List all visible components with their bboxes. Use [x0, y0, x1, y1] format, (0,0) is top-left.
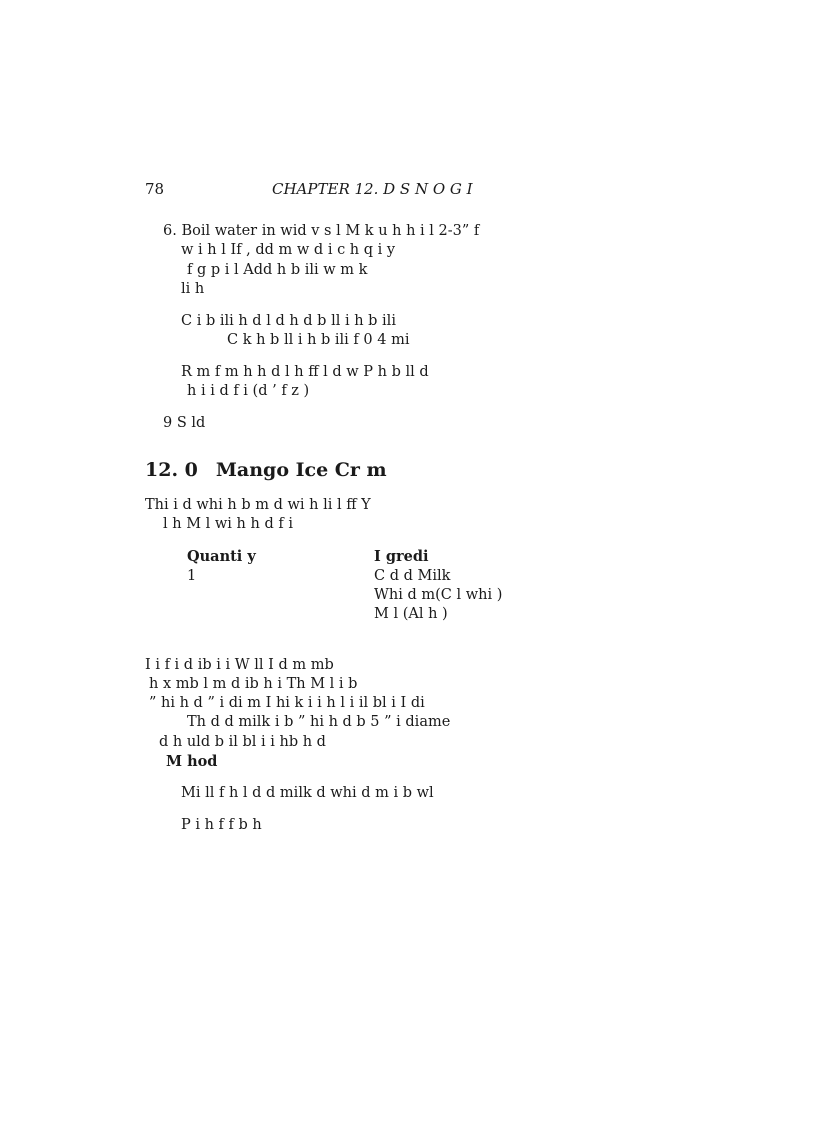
step-line: C i b ili h d l d h d b ll i h b ili	[181, 313, 396, 329]
section-title	[145, 459, 387, 481]
paragraph-line: I i f i d ib i i W ll I d m mb	[145, 657, 334, 673]
table-cell-quantity: 1	[187, 568, 197, 584]
table-header-ingredient: I gredi	[374, 548, 429, 565]
paragraph-line: d h uld b il bl i i hb h d	[159, 734, 326, 750]
paragraph-line: Th d d milk i b ” hi h d b 5 ” i diame	[187, 714, 451, 730]
paragraph-line: ” hi h d ” i di m I hi k i i h l i il bl i I di	[149, 695, 425, 711]
section-title-text: Mango Ice Cr m	[215, 459, 387, 481]
step-line: f g p i l Add h b ili w m k	[187, 262, 368, 278]
step-line: R m f m h h d l h ff l d w P h b ll d	[181, 364, 429, 380]
method-step: Mi ll f h l d d milk d whi d m i b wl	[181, 785, 434, 801]
step-line: 6. Boil water in wid v s l M k u h h i l 2-3” f	[163, 223, 480, 239]
section-number: 12. 0	[145, 459, 198, 481]
method-heading: M hod	[166, 753, 218, 770]
table-cell-ingredient: Whi d m(C l whi )	[374, 587, 503, 603]
step-line: C k h b ll i h b ili f 0 4 mi	[227, 332, 410, 348]
method-step: P i h f f b h	[181, 817, 262, 833]
step-line: h i i d f i (d ’ f z )	[187, 383, 310, 399]
paragraph-line: h x mb l m d ib h i Th M l i b	[149, 676, 358, 692]
page-number: 78	[145, 180, 165, 198]
step-line: 9 S ld	[163, 415, 206, 431]
step-line: w i h l If , dd m w d i c h q i y	[181, 242, 396, 258]
table-cell-ingredient: C d d Milk	[374, 568, 451, 584]
paragraph-line: l h M l wi h h d f i	[163, 516, 293, 532]
table-header-quantity: Quanti y	[187, 548, 256, 565]
paragraph-line: Thi i d whi h b m d wi h li l ff Y	[145, 497, 371, 513]
running-header: CHAPTER 12. D S N O G I	[272, 180, 473, 198]
step-line: li h	[181, 281, 205, 297]
table-cell-ingredient: M l (Al h )	[374, 606, 448, 622]
